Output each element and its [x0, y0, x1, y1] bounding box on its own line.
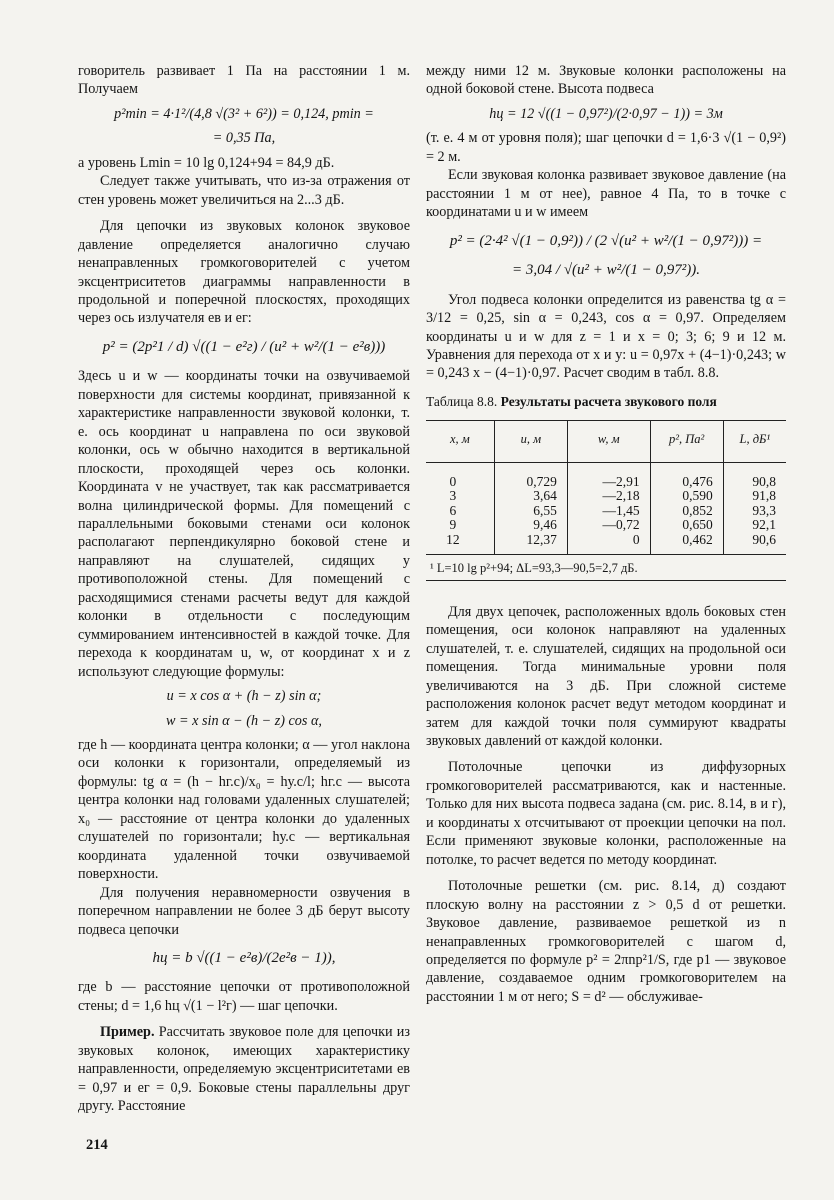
formula-u: u = x cos α + (h − z) sin α; — [166, 688, 322, 705]
table-cell: 0,590 — [650, 489, 723, 504]
table-row — [426, 504, 786, 519]
paragraph: Потолочные цепочки из диффузорных громкоговорителей рассматриваются, как и настенные. Только для них высота подвеса задана (см. рис. 8.14, в и г), и координаты x отсчитывают от проекции цепочки на пол. Если применяют звуковые колонки, расположенные на потолке, то расчет ведется по методу координат. — [426, 759, 786, 868]
table-cell: 0,650 — [650, 518, 723, 533]
table-row — [426, 489, 786, 504]
table-header-row — [426, 421, 786, 462]
example-label: Пример. — [100, 1024, 155, 1041]
table-header: x, м — [426, 421, 494, 462]
table-cell: 3 — [426, 489, 494, 504]
table-cell: 92,1 — [752, 517, 776, 533]
paragraph: Для цепочки из звуковых колонок звуковое давление определяется аналогично случаю ненаправленных громкоговорителей с учетом эксцентриситетов диаграммы направленности в продольной и поперечной плоскостях, проходящих через ось излучателя eв и eг: — [78, 218, 410, 327]
formula-suspension-height: hц = b √((1 − e²в)/(2e²в − 1)), — [152, 949, 336, 966]
page-number: 214 — [86, 1137, 108, 1153]
table-cell: 9 — [426, 518, 494, 533]
paragraph: говоритель развивает 1 Па на расстоянии 1 м. Получаем — [78, 63, 410, 98]
table-cell: 0 — [426, 462, 494, 489]
table-cell: 90,8 — [752, 473, 776, 489]
paragraph: между ними 12 м. Звуковые колонки расположены на одной боковой стене. Высота подвеса — [426, 63, 786, 98]
table-cell: 12 — [426, 533, 494, 554]
paragraph: Здесь u и w — координаты точки на озвучиваемой поверхности для системы координат, привязанной к характеристике направленности звуковой колонки, т. е. ось координат u направлена по оси звуковой колонки, ось w обычно находится в вертикальной плоскости, проходящей через ось колонки. Координата v не участвует, так как рассматривается волна цилиндрической формы. Для помещений с параллельными боковыми стенами оси колонок располагают перпендикулярно боковой стене и направляют на слушателей, сидящих у противоположной стены. Для помещений с расходящимися стенами расчеты ведут для каждой колонки в отдельности с последующим суммированием интенсивностей в каждой точке. Для перехода к координатам u, w, от координат x и z используют следующие формулы: — [78, 368, 410, 680]
right-column — [426, 62, 786, 1006]
formula-pmin: p²min = 4·1²/(4,8 √(3² + 6²)) = 0,124, pmin = — [114, 105, 374, 122]
table-cell: 0,476 — [650, 462, 723, 489]
table-row — [426, 462, 786, 489]
table-caption — [426, 393, 786, 411]
paragraph: где h — координата центра колонки; α — угол наклона оси колонки к горизонтали, определяемый из формулы: tg α = (h − hг.с)/x₀ = hу.с/l; hг.с — высота центра колонки над головами удаленных слушателей; x₀ — расстояние от центра колонки до удаленных слушателей по горизонтали; hу.с — вертикальная координата удаленной точки озвучиваемой поверхности. — [78, 737, 410, 883]
table-cell: 6,55 — [494, 504, 567, 519]
formula-pressure-column: p² = (2p²1 / d) √((1 − e²г) / (u² + w²/(1 − e²в))) — [102, 338, 386, 355]
paragraph: Для получения неравномерности озвучения в поперечном направлении не более 3 дБ берут высоту подвеса цепочки — [78, 884, 410, 938]
table-cell: 3,64 — [494, 489, 567, 504]
table-header: L, дБ¹ — [723, 421, 786, 462]
table-cell: 0,729 — [494, 462, 567, 489]
table-caption-title: Результаты расчета звукового поля — [500, 393, 717, 409]
table-cell: 0,852 — [650, 504, 723, 519]
table-footnote: ¹ L=10 lg p²+94; ΔL=93,3—90,5=2,7 дБ. — [430, 560, 638, 575]
paragraph: Для двух цепочек, расположенных вдоль боковых стен помещения, оси колонок направляют на удаленных слушателей, т. е. слушателей, сидящих на продольной оси помещения. Тогда минимальные уровни поля увеличиваются на 3 дБ. При сложной системе расположения колонок расчет ведут методом координат и затем для каждой точки поля суммируют квадраты звуковых давлений от каждой колонки. — [426, 603, 786, 749]
table-cell: —1,45 — [567, 504, 650, 519]
paragraph: Следует также учитывать, что из-за отражения от стен уровень может увеличиться на 2...3 дБ. — [78, 173, 410, 208]
formula-pmin-result: = 0,35 Па, — [212, 130, 276, 147]
results-table — [426, 420, 786, 554]
table-cell: —2,18 — [567, 489, 650, 504]
table-cell: 93,3 — [752, 502, 776, 518]
table-header: u, м — [494, 421, 567, 462]
formula-p2-line1: p² = (2·4² √(1 − 0,9²)) / (2 √(u² + w²/(1 − 0,97²))) = — [449, 232, 763, 249]
example-paragraph: Пример. Рассчитать звуковое поле для цепочки из звуковых колонок, имеющих характеристику направленности, определяемую эксцентриситетами eв = 0,97 и eг = 0,9. Боковые стены параллельны друг другу. Расстояние — [78, 1024, 410, 1115]
paragraph: (т. е. 4 м от уровня поля); шаг цепочки d = 1,6·3 √(1 − 0,9²) = 2 м. — [426, 130, 786, 165]
table-header: w, м — [567, 421, 650, 462]
table-cell: 91,8 — [752, 488, 776, 504]
table-cell: —2,91 — [567, 462, 650, 489]
table-cell: 0 — [567, 533, 650, 554]
formula-hc: hц = 12 √((1 − 0,97²)/(2·0,97 − 1)) = 3м — [489, 105, 723, 122]
paragraph: а уровень Lmin = 10 lg 0,124+94 = 84,9 дБ. — [78, 154, 335, 171]
paragraph: Если звуковая колонка развивает звуковое давление (на расстоянии 1 м от нее), равное 4 Па, то в точке с координатами u и w имеем — [426, 167, 786, 221]
formula-w: w = x sin α − (h − z) cos α, — [166, 712, 322, 729]
table-row — [426, 533, 786, 554]
table-header: p², Па² — [650, 421, 723, 462]
table-cell: 12,37 — [494, 533, 567, 554]
table-caption-prefix: Таблица 8.8. — [426, 393, 498, 409]
paragraph: Потолочные решетки (см. рис. 8.14, д) создают плоскую волну на расстоянии z > 0,5 d от решетки. Звуковое давление, развиваемое решеткой из n ненаправленных громкоговорителей с шагом d, определяется по формуле p² = 2πnp²1/S, где p1 — звуковое давление, создаваемое одним громкоговорителем на расстоянии 1 м от него; S = d² — обслуживае- — [426, 878, 786, 1005]
table-cell: 0,462 — [650, 533, 723, 554]
paragraph: Угол подвеса колонки определится из равенства tg α = 3/12 = 0,25, sin α = 0,243, cos α = 0,97. Определяем координаты u и w для z = 1 и x = 0; 3; 6; 9 и 12 м. Уравнения для перехода от x и y: u = 0,97x + (4−1)·0,243; w = 0,243 x − (4−1)·0,97. Расчет сводим в табл. 8.8. — [426, 291, 786, 382]
table-cell: 9,46 — [494, 518, 567, 533]
table-cell: —0,72 — [567, 518, 650, 533]
table-cell: 90,6 — [752, 532, 776, 547]
formula-p2-line2: = 3,04 / √(u² + w²/(1 − 0,97²)). — [512, 262, 700, 279]
paragraph: где b — расстояние цепочки от противоположной стены; d = 1,6 hц √(1 − l²г) — шаг цепочки. — [78, 979, 410, 1014]
left-column — [78, 62, 410, 1116]
table-cell: 6 — [426, 504, 494, 519]
table-row — [426, 518, 786, 533]
